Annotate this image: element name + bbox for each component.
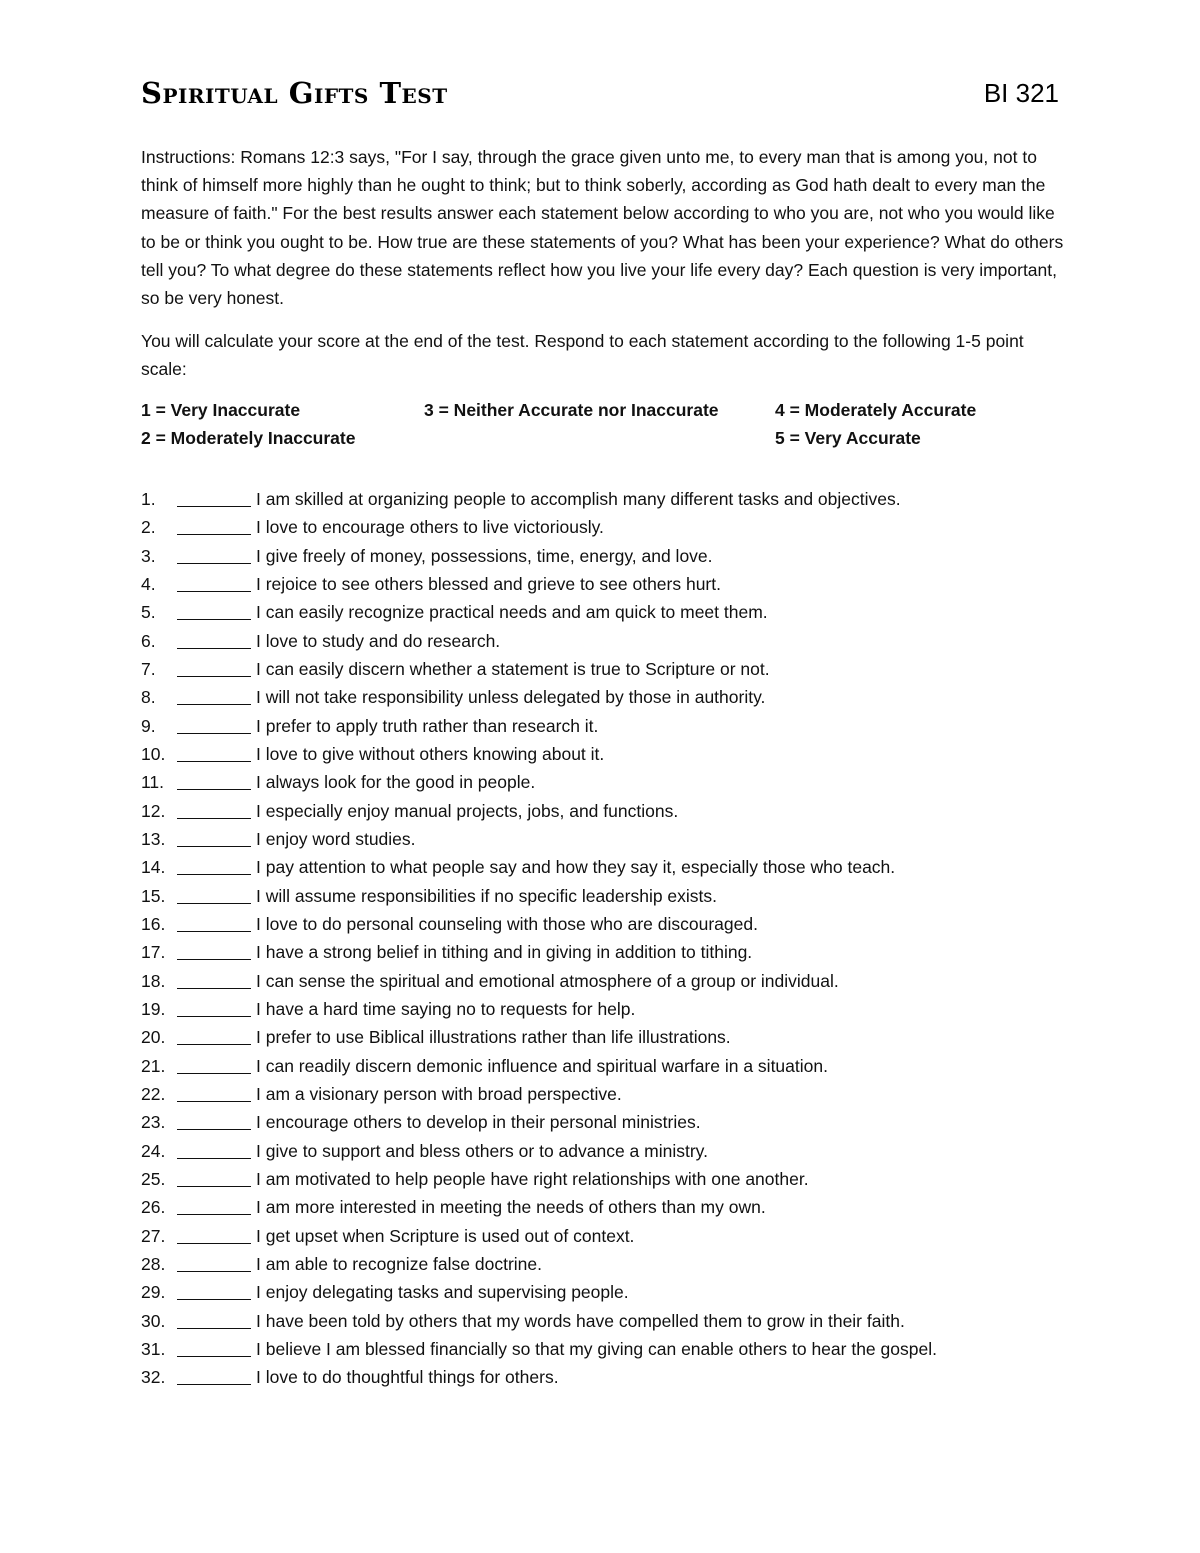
question-item <box>141 825 1081 853</box>
answer-blank[interactable] <box>177 1169 251 1187</box>
answer-blank[interactable] <box>177 971 251 989</box>
question-text: I can easily recognize practical needs and am quick to meet them. <box>256 602 768 623</box>
question-item <box>141 513 1081 541</box>
answer-blank[interactable] <box>177 1282 251 1300</box>
question-number: 23. <box>141 1112 166 1133</box>
question-text: I prefer to apply truth rather than research it. <box>256 715 599 736</box>
question-number: 12. <box>141 800 166 821</box>
question-item <box>141 1165 1081 1193</box>
question-item <box>141 967 1081 995</box>
question-item <box>141 1278 1081 1306</box>
answer-blank[interactable] <box>177 1112 251 1130</box>
answer-blank[interactable] <box>177 1141 251 1159</box>
question-text: I have a hard time saying no to requests for help. <box>256 998 636 1019</box>
question-number: 9. <box>141 715 156 736</box>
question-text: I always look for the good in people. <box>256 772 536 793</box>
question-number: 6. <box>141 630 156 651</box>
answer-blank[interactable] <box>177 1226 251 1244</box>
question-text: I am skilled at organizing people to accomplish many different tasks and objectives. <box>256 489 901 509</box>
question-text: I love to do thoughtful things for others. <box>256 1367 559 1388</box>
answer-blank[interactable] <box>177 801 251 819</box>
question-number: 30. <box>141 1310 166 1331</box>
question-text: I love to do personal counseling with those who are discouraged. <box>256 913 758 934</box>
question-item <box>141 542 1081 570</box>
question-text: I can easily discern whether a statement is true to Scripture or not. <box>256 658 770 679</box>
question-number: 26. <box>141 1197 166 1218</box>
question-item <box>141 712 1081 740</box>
question-item <box>141 570 1081 598</box>
answer-blank[interactable] <box>177 1197 251 1215</box>
question-number: 5. <box>141 602 156 623</box>
instructions-paragraph: Instructions: Romans 12:3 says, "For I say, through the grace given unto me, to every man that is among you, not to think of himself more highly than he ought to think; but to think soberly, according as God hath dealt to every man the measure of faith." For the best results answer each statement below according to who you are, not who you would like to be or think you ought to be. How true are these statements of you? What has been your experience? What do others tell you? To what degree do these statements reflect how you live your life every day? Each question is very important, so be very honest. <box>141 147 1064 309</box>
answer-blank[interactable] <box>177 857 251 875</box>
scale-3: 3 = Neither Accurate nor Inaccurate <box>424 400 719 420</box>
answer-blank[interactable] <box>177 631 251 649</box>
question-number: 13. <box>141 828 166 849</box>
answer-blank[interactable] <box>177 772 251 790</box>
question-number: 1. <box>141 489 156 509</box>
question-text: I can sense the spiritual and emotional atmosphere of a group or individual. <box>256 970 839 991</box>
answer-blank[interactable] <box>177 602 251 620</box>
answer-blank[interactable] <box>177 942 251 960</box>
question-text: I especially enjoy manual projects, jobs, and functions. <box>256 800 679 821</box>
scale-1: 1 = Very Inaccurate <box>141 400 301 420</box>
question-text: I love to encourage others to live victoriously. <box>256 517 604 538</box>
question-number: 18. <box>141 970 166 991</box>
question-text: I am a visionary person with broad perspective. <box>256 1083 622 1104</box>
question-item <box>141 1335 1081 1363</box>
question-text: I get upset when Scripture is used out of context. <box>256 1225 635 1246</box>
answer-blank[interactable] <box>177 659 251 677</box>
question-number: 25. <box>141 1168 166 1189</box>
question-item <box>141 1108 1081 1136</box>
question-item <box>141 683 1081 711</box>
question-text: I give to support and bless others or to advance a ministry. <box>256 1140 708 1161</box>
question-item <box>141 1250 1081 1278</box>
question-text: I encourage others to develop in their personal ministries. <box>256 1112 701 1133</box>
scale-4: 4 = Moderately Accurate <box>775 400 977 420</box>
question-item <box>141 995 1081 1023</box>
question-number: 16. <box>141 913 166 934</box>
question-item <box>141 1193 1081 1221</box>
question-text: I can readily discern demonic influence and spiritual warfare in a situation. <box>256 1055 828 1076</box>
answer-blank[interactable] <box>177 489 251 507</box>
question-text: I will assume responsibilities if no specific leadership exists. <box>256 885 718 906</box>
question-text: I pay attention to what people say and how they say it, especially those who teach. <box>256 857 896 878</box>
question-number: 8. <box>141 687 156 708</box>
rating-scale <box>141 400 1071 460</box>
answer-blank[interactable] <box>177 574 251 592</box>
answer-blank[interactable] <box>177 886 251 904</box>
question-item <box>141 627 1081 655</box>
question-item <box>141 655 1081 683</box>
question-item <box>141 1052 1081 1080</box>
answer-blank[interactable] <box>177 1027 251 1045</box>
question-text: I enjoy word studies. <box>256 828 416 849</box>
question-item <box>141 485 1081 513</box>
answer-blank[interactable] <box>177 914 251 932</box>
question-number: 19. <box>141 998 166 1019</box>
question-list <box>141 485 1081 1392</box>
question-number: 2. <box>141 517 156 538</box>
question-item <box>141 1023 1081 1051</box>
question-item <box>141 797 1081 825</box>
answer-blank[interactable] <box>177 1367 251 1385</box>
question-number: 7. <box>141 658 156 679</box>
scoring-note: You will calculate your score at the end of the test. Respond to each statement according to the following 1-5 point scale: <box>141 331 1024 380</box>
answer-blank[interactable] <box>177 716 251 734</box>
answer-blank[interactable] <box>177 1056 251 1074</box>
question-item <box>141 598 1081 626</box>
question-number: 29. <box>141 1282 166 1303</box>
question-item <box>141 853 1081 881</box>
question-text: I have a strong belief in tithing and in giving in addition to tithing. <box>256 942 753 963</box>
course-code: BI 321 <box>983 78 1059 108</box>
answer-blank[interactable] <box>177 1339 251 1357</box>
question-item <box>141 1222 1081 1250</box>
scale-2: 2 = Moderately Inaccurate <box>141 428 356 448</box>
question-text: I am able to recognize false doctrine. <box>256 1253 542 1274</box>
question-item <box>141 740 1081 768</box>
answer-blank[interactable] <box>177 1084 251 1102</box>
question-number: 31. <box>141 1338 166 1359</box>
question-item <box>141 1137 1081 1165</box>
question-item <box>141 938 1081 966</box>
document-title: Spiritual Gifts Test <box>141 76 448 110</box>
answer-blank[interactable] <box>177 687 251 705</box>
question-item <box>141 1080 1081 1108</box>
question-item <box>141 910 1081 938</box>
question-item <box>141 882 1081 910</box>
question-number: 28. <box>141 1253 166 1274</box>
question-text: I enjoy delegating tasks and supervising people. <box>256 1282 629 1303</box>
question-number: 27. <box>141 1225 166 1246</box>
question-number: 11. <box>141 772 165 793</box>
question-text: I love to give without others knowing about it. <box>256 743 605 764</box>
question-number: 22. <box>141 1083 166 1104</box>
answer-blank[interactable] <box>177 546 251 564</box>
question-item <box>141 1363 1081 1391</box>
question-item <box>141 768 1081 796</box>
question-number: 24. <box>141 1140 166 1161</box>
question-text: I have been told by others that my words have compelled them to grow in their faith. <box>256 1310 905 1331</box>
answer-blank[interactable] <box>177 829 251 847</box>
header <box>141 76 1059 112</box>
answer-blank[interactable] <box>177 1254 251 1272</box>
question-item <box>141 1307 1081 1335</box>
question-number: 4. <box>141 573 156 594</box>
question-text: I am more interested in meeting the needs of others than my own. <box>256 1197 766 1218</box>
answer-blank[interactable] <box>177 999 251 1017</box>
scale-5: 5 = Very Accurate <box>775 428 921 448</box>
question-number: 10. <box>141 743 166 764</box>
question-text: I am motivated to help people have right relationships with one another. <box>256 1168 809 1189</box>
question-text: I give freely of money, possessions, time, energy, and love. <box>256 545 713 566</box>
question-number: 21. <box>141 1055 166 1076</box>
question-number: 14. <box>141 857 166 878</box>
answer-blank[interactable] <box>177 517 251 535</box>
question-text: I rejoice to see others blessed and grieve to see others hurt. <box>256 573 721 594</box>
question-text: I believe I am blessed financially so that my giving can enable others to hear the gospel. <box>256 1338 937 1359</box>
question-number: 15. <box>141 885 166 906</box>
question-number: 20. <box>141 1027 166 1048</box>
question-text: I will not take responsibility unless delegated by those in authority. <box>256 687 766 708</box>
question-number: 3. <box>141 545 156 566</box>
answer-blank[interactable] <box>177 1311 251 1329</box>
question-text: I love to study and do research. <box>256 630 501 651</box>
answer-blank[interactable] <box>177 744 251 762</box>
question-number: 32. <box>141 1367 166 1388</box>
question-text: I prefer to use Biblical illustrations rather than life illustrations. <box>256 1027 731 1048</box>
question-number: 17. <box>141 942 166 963</box>
